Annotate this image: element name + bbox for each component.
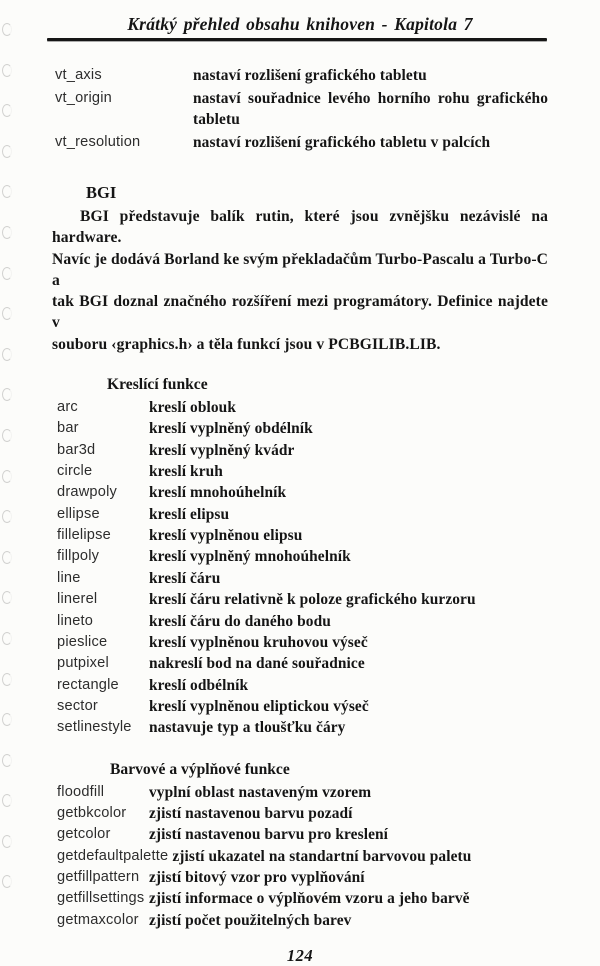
function-description: vyplní oblast nastaveným vzorem xyxy=(149,783,372,801)
list-item xyxy=(57,568,560,589)
function-description: nastaví rozlišení grafického tabletu xyxy=(193,67,427,84)
function-name: vt_axis xyxy=(55,67,102,83)
function-name: fillpoly xyxy=(57,548,100,565)
page-header-title: Krátký přehled obsahu knihoven - Kapitola 7 xyxy=(127,14,473,34)
function-description: kreslí čáru xyxy=(149,569,221,587)
function-name: getbkcolor xyxy=(57,804,127,821)
section-heading-bgi: BGI xyxy=(86,183,117,202)
binding-holes-artifact xyxy=(2,23,18,883)
function-name: bar3d xyxy=(57,441,96,458)
list-item xyxy=(57,589,560,610)
vt-function-table xyxy=(55,65,548,153)
function-description: kreslí vyplněný obdélník xyxy=(149,420,313,438)
function-name: bar xyxy=(57,420,79,437)
list-item xyxy=(57,546,560,567)
function-name: arc xyxy=(57,399,78,416)
function-description: nakreslí bod na dané souřadnice xyxy=(149,655,365,673)
function-description: nastaví rozlišení grafického tabletu v palcích xyxy=(193,133,491,151)
function-description: zjistí nastavenou barvu pozadí xyxy=(149,804,353,822)
list-item xyxy=(57,910,560,931)
list-item xyxy=(57,632,560,653)
section-heading-color-functions: Barvové a výplňové funkce xyxy=(110,760,290,778)
list-item xyxy=(57,525,560,546)
paragraph-line: tak BGI doznal značného rozšíření mezi programátory. Definice najdete v xyxy=(52,293,548,332)
list-item xyxy=(57,782,560,803)
function-description: kreslí vyplněnou eliptickou výseč xyxy=(149,697,369,715)
function-description: kreslí vyplněný mnohoúhelník xyxy=(149,548,351,566)
function-name: getfillsettings xyxy=(57,890,145,907)
list-item xyxy=(57,846,560,867)
table-row xyxy=(55,132,548,154)
function-name: getfillpattern xyxy=(57,868,140,885)
list-item xyxy=(57,696,560,717)
function-description: kreslí oblouk xyxy=(149,399,236,417)
function-description: zjistí bitový vzor pro vyplňování xyxy=(149,868,365,886)
function-name: vt_resolution xyxy=(55,133,141,150)
list-item xyxy=(57,611,560,632)
list-item xyxy=(57,397,560,418)
function-description: zjistí ukazatel na standartní barvovou paletu xyxy=(172,847,472,865)
section-heading-drawing-functions: Kreslící funkce xyxy=(107,376,208,394)
function-description: nastavuje typ a tloušťku čáry xyxy=(149,719,346,737)
drawing-functions-list xyxy=(57,397,560,739)
function-description: kreslí čáru do daného bodu xyxy=(149,612,331,630)
list-item xyxy=(57,461,560,482)
page-number: 124 xyxy=(286,945,314,965)
function-name: floodfill xyxy=(57,783,105,800)
list-item xyxy=(57,482,560,503)
table-row xyxy=(55,88,548,131)
paragraph-line: souboru ‹graphics.h› a těla funkcí jsou v PCBGILIB.LIB. xyxy=(52,335,441,353)
function-description: kreslí vyplněný kvádr xyxy=(149,441,295,459)
function-name: line xyxy=(57,569,81,586)
function-name: linerel xyxy=(57,591,98,608)
function-name: circle xyxy=(57,463,93,480)
function-name: setlinestyle xyxy=(57,719,132,736)
list-item xyxy=(57,888,560,909)
color-functions-list xyxy=(57,782,560,931)
function-name: ellipse xyxy=(57,505,100,522)
function-name: rectangle xyxy=(57,676,119,693)
function-name: drawpoly xyxy=(57,484,118,501)
list-item xyxy=(57,675,560,696)
function-description: kreslí mnohoúhelník xyxy=(149,484,287,502)
list-item xyxy=(57,418,560,439)
function-name: fillelipse xyxy=(57,527,111,544)
function-description: kreslí čáru relativně k poloze grafického kurzoru xyxy=(149,591,476,609)
list-item xyxy=(57,803,560,824)
header-rule xyxy=(47,38,547,41)
bgi-paragraph xyxy=(52,206,548,355)
scanned-book-page xyxy=(0,13,600,965)
function-description: zjistí nastavenou barvu pro kreslení xyxy=(149,826,389,844)
list-item xyxy=(57,504,560,525)
paragraph-line: BGI představuje balík rutin, které jsou zvnějšku nezávislé na hardware. xyxy=(52,208,548,247)
table-row xyxy=(55,65,548,87)
function-name: getmaxcolor xyxy=(57,911,139,928)
list-item xyxy=(57,653,560,674)
description-line: tabletu xyxy=(193,111,240,128)
function-description: kreslí vyplněnou elipsu xyxy=(149,527,303,545)
function-description: zjistí počet použitelných barev xyxy=(149,911,352,929)
function-description: kreslí vyplněnou kruhovou výseč xyxy=(149,633,368,651)
function-description: kreslí odbélník xyxy=(149,676,249,694)
description-line: nastaví souřadnice levého horního rohu grafického xyxy=(193,89,548,107)
list-item xyxy=(57,440,560,461)
function-description: kreslí kruh xyxy=(149,463,223,481)
function-name: lineto xyxy=(57,612,94,629)
function-name: sector xyxy=(57,697,98,714)
function-description: kreslí elipsu xyxy=(149,505,230,523)
function-name: vt_origin xyxy=(55,89,112,106)
function-name: putpixel xyxy=(57,655,109,672)
paragraph-line: Navíc je dodává Borland ke svým překladačům Turbo-Pascalu a Turbo-C a xyxy=(52,250,548,289)
list-item xyxy=(57,867,560,888)
function-description: zjistí informace o výplňovém vzoru a jeho barvě xyxy=(149,890,470,908)
function-name: getcolor xyxy=(57,826,111,843)
list-item xyxy=(57,717,560,738)
function-name: getdefaultpalette xyxy=(57,847,169,864)
list-item xyxy=(57,824,560,845)
function-description xyxy=(193,88,548,131)
function-name: pieslice xyxy=(57,633,108,650)
